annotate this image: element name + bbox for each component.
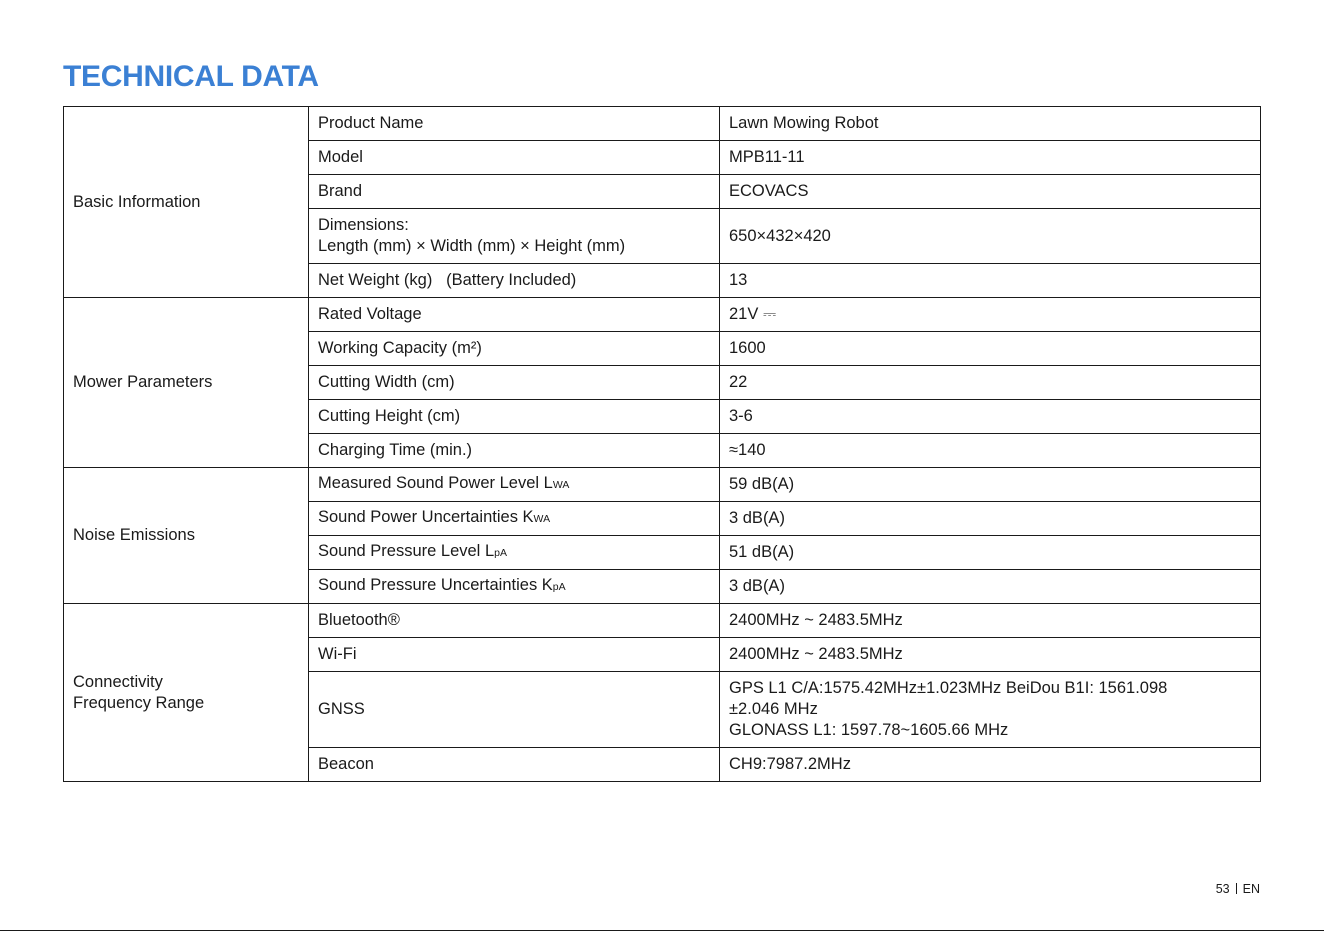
footer-divider [1236, 883, 1237, 894]
bottom-rule [0, 930, 1324, 931]
page-title: TECHNICAL DATA [63, 60, 319, 93]
param-cell: Beacon [309, 748, 720, 782]
param-cell: Model [309, 141, 720, 175]
param-cell: Cutting Width (cm) [309, 366, 720, 400]
value-cell: 22 [720, 366, 1261, 400]
language-code: EN [1242, 882, 1260, 896]
param-cell: GNSS [309, 672, 720, 748]
table-row [64, 298, 1261, 332]
param-cell: Charging Time (min.) [309, 434, 720, 468]
param-cell: Sound Pressure Level LpA [309, 536, 720, 570]
section-label-mower-parameters: Mower Parameters [64, 298, 309, 468]
value-cell: Lawn Mowing Robot [720, 107, 1261, 141]
value-cell: 51 dB(A) [720, 536, 1261, 570]
value-cell: CH9:7987.2MHz [720, 748, 1261, 782]
value-cell: 3 dB(A) [720, 502, 1261, 536]
value-cell: 650×432×420 [720, 209, 1261, 264]
value-cell: 21V ⎓ [720, 298, 1261, 332]
value-cell: MPB11-11 [720, 141, 1261, 175]
value-cell: 13 [720, 264, 1261, 298]
section-label-connectivity-frequency-range: Connectivity Frequency Range [64, 604, 309, 782]
value-cell: 2400MHz ~ 2483.5MHz [720, 638, 1261, 672]
param-cell: Net Weight (kg) (Battery Included) [309, 264, 720, 298]
param-cell: Dimensions: Length (mm) × Width (mm) × Height (mm) [309, 209, 720, 264]
value-cell: 1600 [720, 332, 1261, 366]
table-row [64, 468, 1261, 502]
section-label-basic-information: Basic Information [64, 107, 309, 298]
param-cell: Sound Power Uncertainties KWA [309, 502, 720, 536]
section-label-noise-emissions: Noise Emissions [64, 468, 309, 604]
value-cell: 59 dB(A) [720, 468, 1261, 502]
value-cell: ≈140 [720, 434, 1261, 468]
param-cell: Cutting Height (cm) [309, 400, 720, 434]
table-row [64, 107, 1261, 141]
page-number: 53 [1215, 882, 1230, 896]
page-footer [1216, 882, 1260, 896]
param-cell: Brand [309, 175, 720, 209]
value-cell: 3-6 [720, 400, 1261, 434]
value-cell: GPS L1 C/A:1575.42MHz±1.023MHz BeiDou B1I: 1561.098 ±2.046 MHz GLONASS L1: 1597.78~1605.66 MHz [720, 672, 1261, 748]
param-cell: Product Name [309, 107, 720, 141]
technical-data-table [63, 106, 1261, 782]
value-cell: 2400MHz ~ 2483.5MHz [720, 604, 1261, 638]
value-cell: 3 dB(A) [720, 570, 1261, 604]
value-cell: ECOVACS [720, 175, 1261, 209]
param-cell: Wi-Fi [309, 638, 720, 672]
param-cell: Sound Pressure Uncertainties KpA [309, 570, 720, 604]
param-cell: Rated Voltage [309, 298, 720, 332]
table-row [64, 604, 1261, 638]
param-cell: Working Capacity (m²) [309, 332, 720, 366]
param-cell: Measured Sound Power Level LWA [309, 468, 720, 502]
param-cell: Bluetooth® [309, 604, 720, 638]
